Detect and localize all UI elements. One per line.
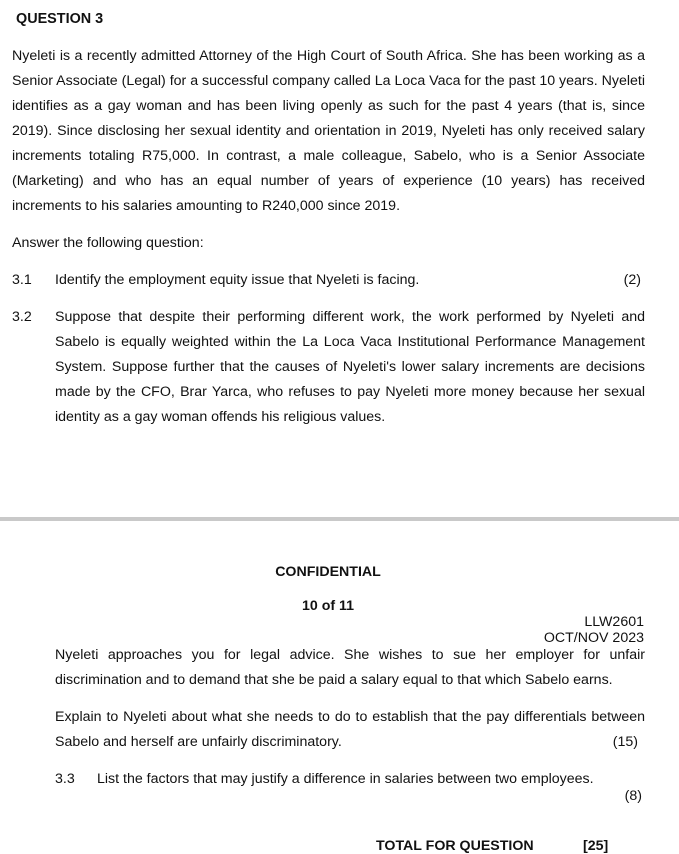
question-3-3-number: 3.3 bbox=[55, 771, 75, 787]
scenario-paragraph: Nyeleti is a recently admitted Attorney of the High Court of South Africa. She has been working as a Senior Associate (Legal) for a successful company called La Loca Vaca for the past 10 years. Nyeleti identifies as a gay woman and has been living openly as such for the past 4 years (that is, since 2019). Since disclosing her sexual identity and orientation in 2019, Nyeleti has only received salary increments totaling R75,000. In contrast, a male colleague, Sabelo, who is a Senior Associate (Marketing) and who has an equal number of years of experience (10 years) has received increments to his salaries amounting to R240,000 since 2019. bbox=[12, 48, 645, 214]
total-label: TOTAL FOR QUESTION bbox=[376, 838, 534, 854]
confidential-label: CONFIDENTIAL bbox=[275, 564, 381, 580]
explain-paragraph: Explain to Nyeleti about what she needs to do to establish that the pay differentials between Sabelo and herself are unfairly discriminatory. bbox=[55, 709, 645, 750]
continuation-paragraph: Nyeleti approaches you for legal advice. She wishes to sue her employer for unfair discrimination and to demand that she be paid a salary equal to that which Sabelo earns. bbox=[55, 647, 645, 688]
instruction-text: Answer the following question: bbox=[12, 235, 204, 251]
course-code: LLW2601 bbox=[584, 614, 644, 630]
total-marks: [25] bbox=[583, 838, 609, 854]
question-3-2-text: Suppose that despite their performing different work, the work performed by Nyeleti and Sabelo is equally weighted within the La Loca Vaca Institutional Performance Management System. Suppose further that the causes of Nyeleti's lower salary increments are decisions made by the CFO, Brar Yarca, who refuses to pay Nyeleti more money because her sexual identity as a gay woman offends his religious values. bbox=[55, 309, 645, 425]
page-divider bbox=[0, 517, 679, 521]
question-3-3-text: List the factors that may justify a difference in salaries between two employees. bbox=[97, 771, 594, 787]
question-3-3-marks: (8) bbox=[624, 788, 642, 804]
question-3-1-number: 3.1 bbox=[12, 272, 32, 288]
question-3-2-number: 3.2 bbox=[12, 309, 32, 325]
question-3-1-marks: (2) bbox=[623, 272, 641, 288]
explain-marks: (15) bbox=[612, 734, 638, 750]
exam-session: OCT/NOV 2023 bbox=[543, 630, 644, 646]
question-3-1-text: Identify the employment equity issue that Nyeleti is facing. bbox=[55, 272, 420, 288]
page-number: 10 of 11 bbox=[301, 598, 355, 614]
question-heading: QUESTION 3 bbox=[16, 11, 104, 27]
